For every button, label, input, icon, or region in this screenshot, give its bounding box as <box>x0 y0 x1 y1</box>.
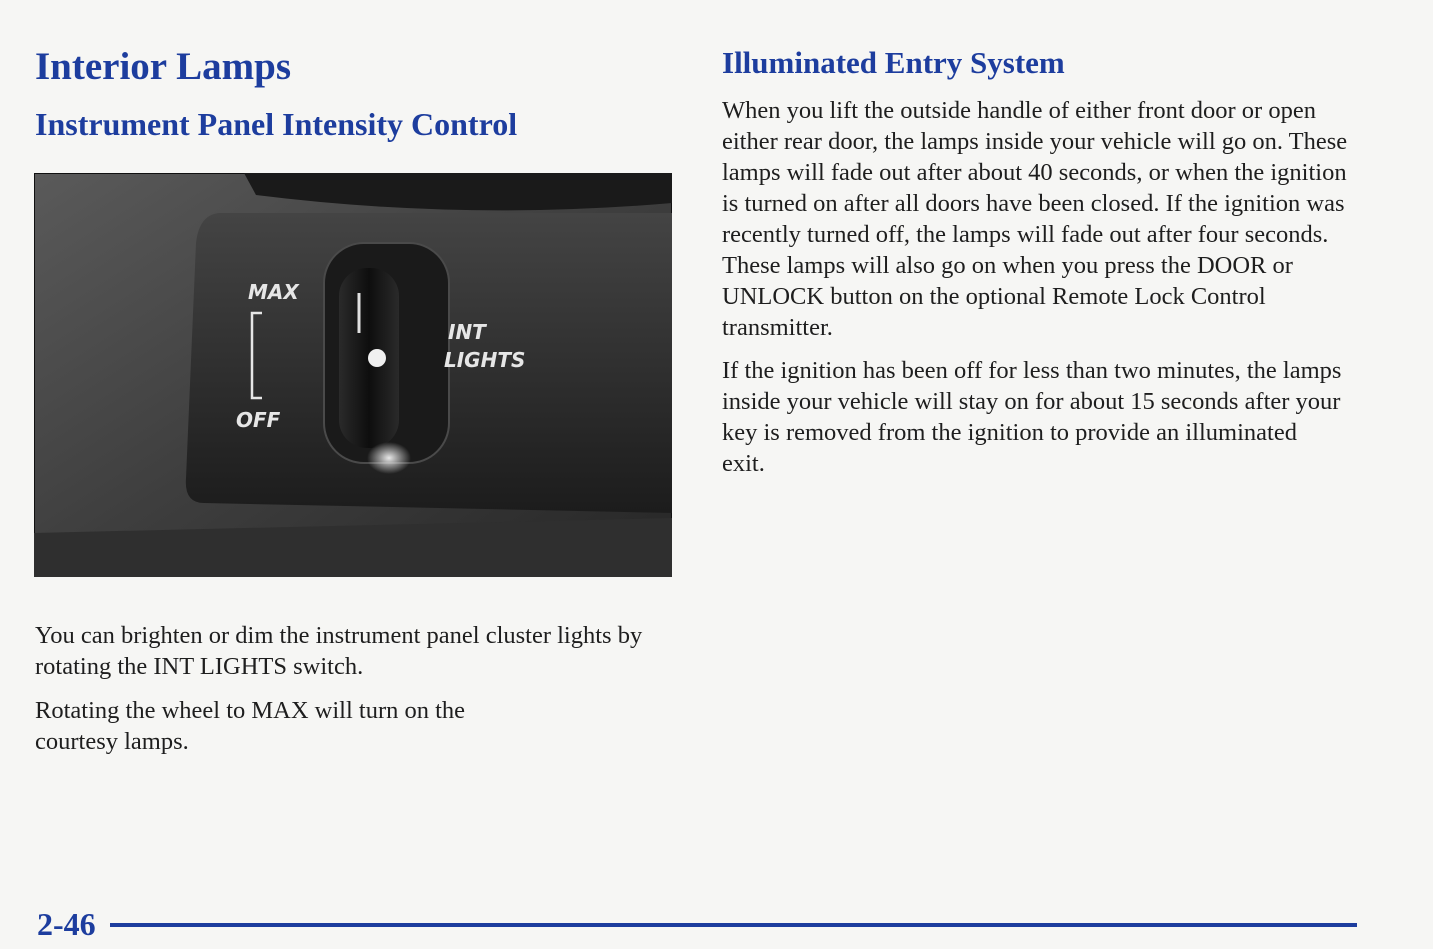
page-number: 2-46 <box>37 906 96 942</box>
right-paragraph-2: If the ignition has been off for less than two minutes, the lamps inside your vehicle will stay on for about 15 seconds after your key is removed from the ignition to provide an illuminated exit. <box>722 357 1342 477</box>
subsection-title-instrument-panel: Instrument Panel Intensity Control <box>35 106 518 142</box>
wheel-indicator-dot <box>368 349 386 367</box>
label-lights: LIGHTS <box>444 348 526 372</box>
left-paragraph-1: You can brighten or dim the instrument panel cluster lights by rotating the INT LIGHTS switch. <box>35 622 643 680</box>
right-paragraph-1: When you lift the outside handle of either front door or open either rear door, the lamps inside your vehicle will go on. These lamps will fade out after about 40 seconds, or when the ignition is turned on after all doors have been closed. If the ignition was recently turned off, the lamps will fade out after four seconds. These lamps will also go on when you press the DOOR or UNLOCK button on the optional Remote Lock Control transmitter. <box>722 97 1348 341</box>
label-max: MAX <box>248 280 299 304</box>
label-int: INT <box>448 320 486 344</box>
section-title: Interior Lamps <box>35 45 292 88</box>
left-paragraph-2: Rotating the wheel to MAX will turn on the courtesy lamps. <box>35 697 466 755</box>
int-lights-switch-photo <box>34 173 672 577</box>
subsection-title-illuminated-entry: Illuminated Entry System <box>722 45 1065 80</box>
footer-rule <box>110 923 1357 927</box>
wheel-highlight <box>367 442 411 474</box>
label-off: OFF <box>236 408 281 432</box>
